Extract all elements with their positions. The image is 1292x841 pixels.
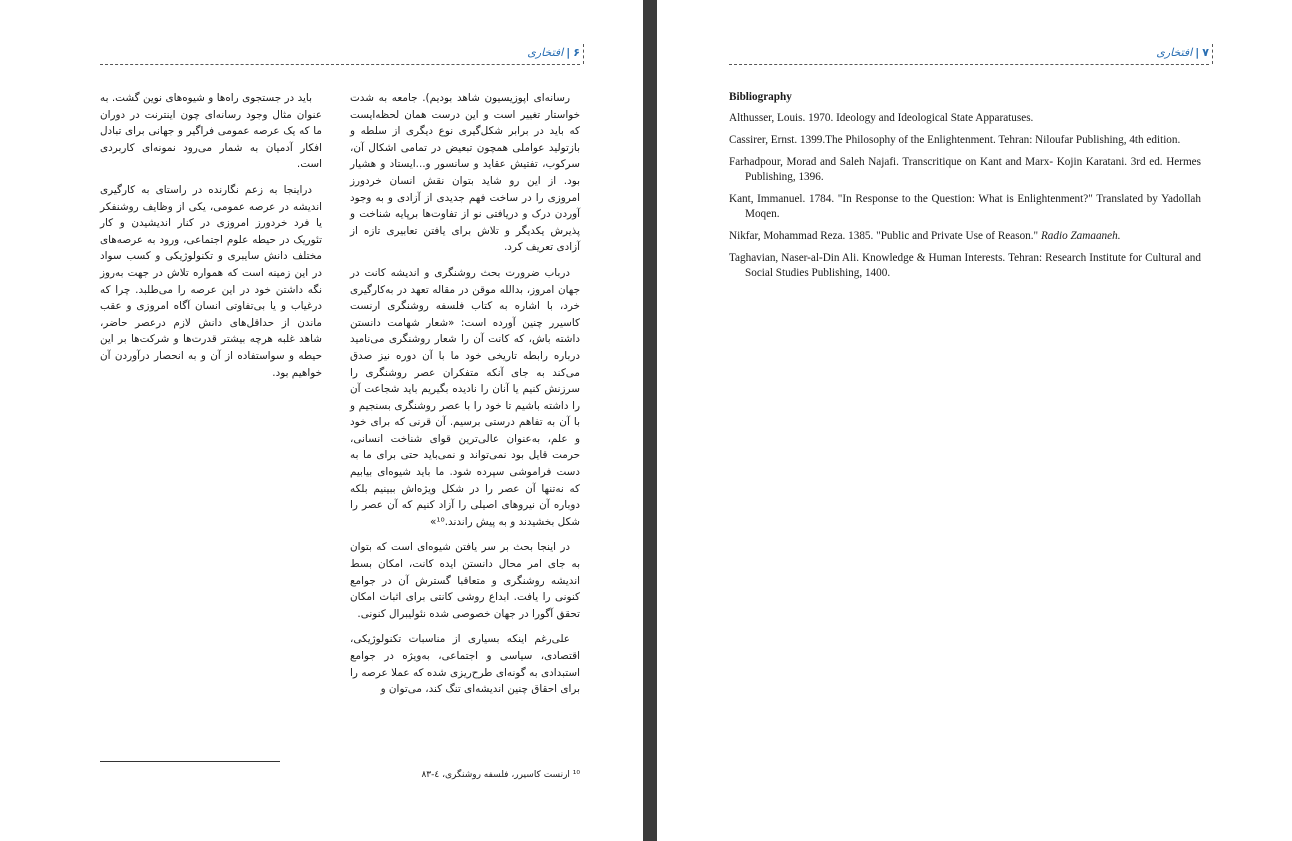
paragraph: دراینجا به زعم نگارنده در راستای به کارگیری اندیشه در عرصه عمومی، یکی از وظایف روشنفکر یا فرد خردورز امروزی در کنار اندیشیدن و کار تئوریک در حیطه علوم اجتماعی، ورود به عرصه‌های مختلف دانش سایبری و تکنولوژیکی و کسب سواد در این زمینه است که همواره تلاش در جهت به‌روز نگه داشتن خود در این عرصه را می‌طلبد. چرا که درغیاب و یا بی‌تفاوتی انسان آگاه امروزی و عقب ماندن از حداقل‌های دانش لازم درعصر حاضر، شاهد غلبه هرچه بیشتر قدرت‌ها و شرکت‌ها بر این حیطه و سواستفاده از آن و به انحصار درآوردن آن خواهیم بود. (100, 183, 322, 379)
page-number: ۶ (573, 46, 580, 59)
header-separator: | (1195, 46, 1200, 59)
entry-text: Nikfar, Mohammad Reza. 1385. "Public and Private Use of Reason." (729, 230, 1041, 242)
paragraph: باید در جستجوی راه‌ها و شیوه‌های نوین گشت. به عنوان مثال وجود رسانه‌ای چون اینترنت در دوران ما که یک عرصه عمومی فراگیر و جهانی برای تبادل افکار آدمیان به شمار می‌رود نمونه‌ای کاربردی است. (100, 92, 322, 171)
bibliography-entry (729, 155, 1201, 185)
footnote: ¹⁰ ارنست کاسیرر، فلسفه روشنگری، ٤-٨٣ (421, 770, 580, 780)
running-head (1156, 46, 1209, 59)
running-head (527, 46, 580, 59)
bibliography-entry (729, 133, 1201, 148)
paragraph: درباب ضرورت بحث روشنگری و اندیشه کانت در جهان امروز، بدالله موقن در مقاله تعهد در به‌کارگیری خرد، با اشاره به کتاب فلسفه روشنگری ارنست کاسیرر چنین آورده است: «شعار شهامت دانستن داشته باش، که کانت آن را شعار روشنگری می‌نامید درباره رابطه تاریخی خود ما با آن دوره نیز صدق می‌کند به جای آنکه متفکران عصر روشنگری را سرزنش کنیم یا آنان را نادیده بگیریم باید شجاعت آن را داشته باشیم تا خود را با عصر روشنگری بسنجیم و با آن به تفاهم درستی برسیم. آن قرنی که برای خود و علم، به‌عنوان عالی‌ترین قوای شناخت انسانی، حرمت قایل بود نمی‌تواند و نمی‌باید حتی برای ما به دست فراموشی سپرده شود. ما باید شیوه‌ای بیابیم که نه‌تنها آن عصر را در شکل ویژه‌اش ببینیم بلکه دوباره آن نیروهای اصیلی را آزاد کنیم که آن عصر را شکل بخشیدند و به پیش راندند.¹⁰» (350, 266, 580, 528)
page-header (729, 44, 1209, 65)
page-number: ۷ (1202, 46, 1209, 59)
page-header (100, 44, 580, 65)
header-separator: | (566, 46, 571, 59)
paragraph: در اینجا بحث بر سر یافتن شیوه‌ای است که بتوان به جای امر محال دانستن ایده کانت، امکان بسط اندیشه روشنگری و متعاقبا گسترش آن در جوامع کنونی را یافت. ابداع روشی کانتی برای اثبات امکان تحقق آگورا در جهان خصوصی شده نئولیبرال کنونی. (350, 541, 580, 620)
bibliography-entry (729, 229, 1201, 244)
bibliography (729, 90, 1201, 288)
running-head-author: افتخاری (1156, 46, 1193, 59)
header-corner-mark (582, 44, 584, 64)
header-corner-mark (1211, 44, 1213, 64)
entry-text: Kant, Immanuel. 1784. "In Response to the Question: What is Enlightenment?" Translated by Yadollah Moqen. (729, 193, 1201, 220)
page-6 (0, 0, 643, 841)
bibliography-entry (729, 192, 1201, 222)
bibliography-title: Bibliography (729, 91, 792, 103)
entry-italic-source: Radio Zamaaneh. (1040, 230, 1121, 242)
entry-text: Cassirer, Ernst. 1399.The Philosophy of the Enlightenment. Tehran: Niloufar Publishing, 4th edition. (729, 134, 1181, 146)
entry-text: Farhadpour, Morad and Saleh Najafi. Transcritique on Kant and Marx- Kojin Karatani. 3rd ed. Hermes Publishing, 1396. (729, 156, 1201, 183)
paragraph: علی‌رغم اینکه بسیاری از مناسبات تکنولوژیکی، اقتصادی، سیاسی و اجتماعی، به‌ویژه در جوامع استبدادی به گونه‌ای طرح‌ریزی شده که عملا عرصه را برای احقاق چنین اندیشه‌ای تنگ کند، می‌توان و (350, 633, 580, 696)
page-7 (657, 0, 1292, 841)
paragraph: رسانه‌ای اپوزیسیون شاهد بودیم). جامعه به شدت خواستار تغییر است و این درست همان لحظه‌ایست که باید در برابر شکل‌گیری نوع دیگری از سلطه و بازتولید عواملی همچون تبعیض در تمامی اشکال آن، سرکوب، تفتیش عقاید و سانسور و...ایستاد و هشیار بود. از این رو شاید بتوان نقش انسان خردورز امروزی را در ساخت فهم جدیدی از آزادی و به وجود آوردن درک و دریافتی نو از تفاوت‌ها برپایه شناخت و پذیرش یکدیگر و تلاش برای یافتن تعابیری تازه از آزادی تعریف کرد. (350, 92, 580, 254)
bibliography-entry (729, 111, 1201, 126)
entry-text: Althusser, Louis. 1970. Ideology and Ideological State Apparatuses. (729, 112, 1034, 124)
footnote-rule (100, 761, 280, 762)
running-head-author: افتخاری (527, 46, 564, 59)
text-column-right (350, 90, 580, 707)
page-gutter (643, 0, 657, 841)
text-column-left (100, 90, 322, 390)
entry-text: Taghavian, Naser-al-Din Ali. Knowledge & Human Interests. Tehran: Research Institute for Cultural and Social Studies Publishing, 1400. (729, 252, 1201, 279)
bibliography-entry (729, 251, 1201, 281)
